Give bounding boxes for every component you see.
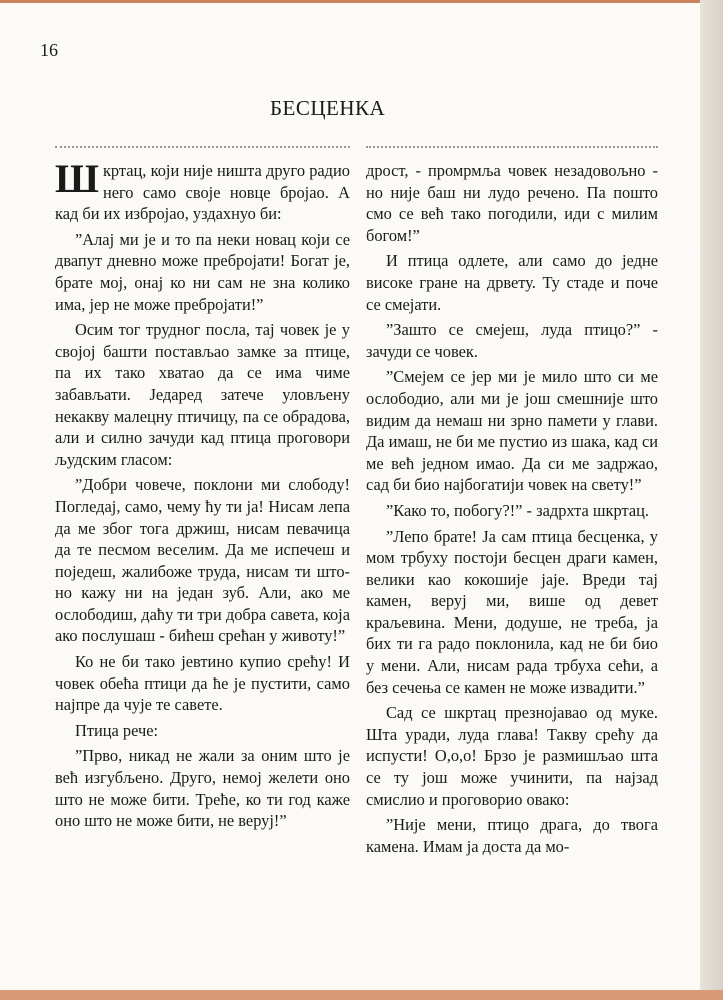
page-bottom-edge (0, 990, 723, 1000)
text-column-left (55, 146, 350, 836)
paragraph: ”Како то, побогу?!” - задрхта шкртац. (386, 500, 649, 520)
page-top-edge (0, 0, 700, 3)
paragraph: ”Добри човече, поклони ми слободу! Погледај, само, чему ћу ти ја! Нисам лепа да ме због тога држиш, нисам певачица да те песмом веселим. Да ме испечеш и поједеш, жалибоже труда, нисам ти што-но кажу ни на један зуб. Али, ако ме ослободиш, даћу ти три добра савета, која ако послушаш - бићеш срећан у животу!” (55, 475, 350, 646)
chapter-title: БЕСЦЕНКА (270, 96, 386, 120)
pasted-strip-edge (366, 146, 658, 158)
paragraph: ”Лепо брате! Ја сам птица бесценка, у мом трбуху постоји бесцен драги камен, велики као кокошије јаје. Вреди тај камен, веруј ми, више од девет краљевина. Мени, додуше, не треба, ја бих ти га радо поклонила, кад не би био у мени. Али, нисам рада трбуха сећи, а без сечења се камен не може извадити.” (366, 526, 658, 697)
pasted-strip-edge (55, 146, 350, 158)
page-number: 16 (40, 40, 58, 60)
paragraph: ”Није мени, птицо драга, до твога камена. Имам ја доста да мо- (366, 815, 658, 856)
paragraph: дрост, - промрмља човек незадовољно - но није баш ни лудо речено. Па пошто смо се већ тако погодили, иди с милим богом!” (366, 161, 658, 245)
paragraph: И птица одлете, али само до једне високе гране на дрвету. Ту стаде и поче се смејати. (366, 251, 658, 314)
drop-cap: Ш (55, 156, 99, 201)
paragraph: ”Алај ми је и то па неки новац који се двапут дневно може пребројати! Богат је, брате мој, онај ко ни сам не зна колико има, јер не може пребројати!” (55, 229, 350, 314)
paragraph: Сад се шкртац презнојавао од муке. Шта уради, луда глава! Такву срећу да испусти! О,о,о! Брзо је размишљао шта се ту још може учинити, па најзад смислио и проговорио овако: (366, 703, 658, 809)
paragraph: ”Смејем се јер ми је мило што си ме ослободио, али ми је још смешније што видим да немаш ни зрно памети у глави. Да имаш, не би ме пустио из шака, кад си ме већ једном имао. Да си ме задржао, сад би био најбогатији човек на свету!” (366, 367, 658, 495)
paragraph: Осим тог трудног посла, тај човек је у својој башти постављао замке за птице, па их тако хватао да се има чиме забављати. Једаред затече уловљену некакву малецну птичицу, па се обрадова, али и силно зачуди кад птица проговори људским гласом: (55, 320, 350, 469)
paragraph: ”Прво, никад не жали за оним што је већ изгубљено. Друго, немој желети оно што не може бити. Треће, ко ти год каже оно што не може бити, не веруј!” (55, 746, 350, 831)
page-right-edge (700, 0, 723, 1000)
paragraph: Ко не би тако јевтино купио срећу! И човек обећа птици да ће је пустити, само најпре да чује те савете. (55, 652, 350, 715)
paragraph: ”Зашто се смејеш, луда птицо?” - зачуди се човек. (366, 320, 658, 361)
text-column-right (366, 146, 658, 861)
paragraph: Шкртац, који није ништа друго радио него само своје новце бројао. А кад би их избројао, уздахнуо би: (55, 156, 350, 224)
paragraph: Птица рече: (75, 720, 159, 740)
